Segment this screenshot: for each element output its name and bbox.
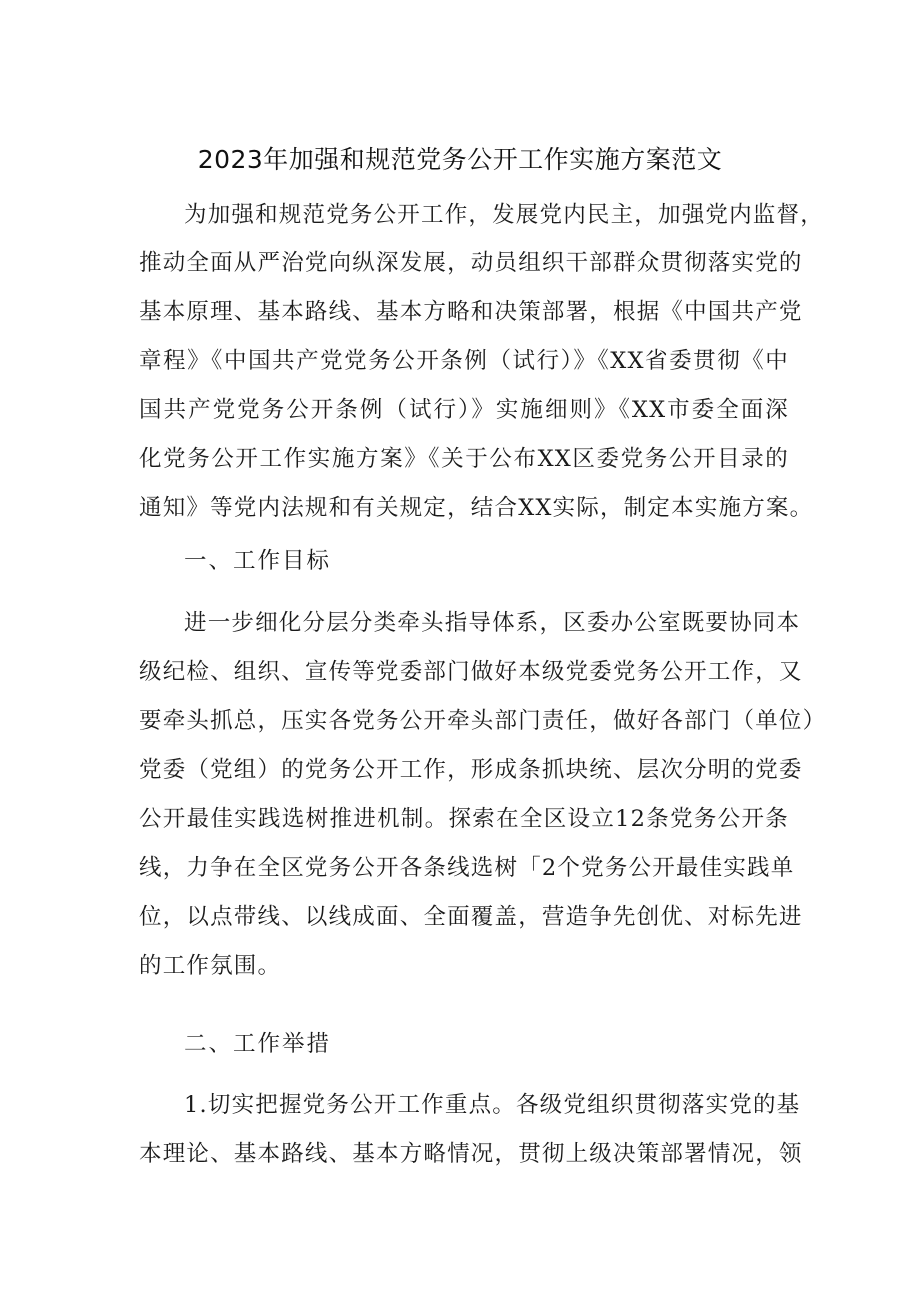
goals-line: 要牵头抓总，压实各党务公开牵头部门责任，做好各部门（单位） [139, 708, 827, 734]
section-heading-measures: 二、工作举措 [184, 1031, 332, 1057]
measures-line: 本理论、基本路线、基本方略情况，贯彻上级决策部署情况，领 [139, 1141, 803, 1167]
goals-line: 进一步细化分层分类牵头指导体系，区委办公室既要协同本 [184, 610, 801, 636]
intro-line: 化党务公开工作实施方案》《关于公布XX区委党务公开目录的 [139, 446, 789, 472]
goals-line: 的工作氛围。 [139, 953, 282, 979]
section-heading-goals: 一、工作目标 [184, 548, 332, 574]
intro-line: 基本原理、基本路线、基本方略和决策部署，根据《中国共产党 [139, 299, 803, 325]
intro-line: 通知》等党内法规和有关规定，结合XX实际，制定本实施方案。 [139, 495, 814, 521]
goals-line: 公开最佳实践选树推进机制。探索在全区设立12条党务公开条 [139, 806, 789, 832]
page-title: 2023年加强和规范党务公开工作实施方案范文 [197, 145, 723, 174]
intro-line: 推动全面从严治党向纵深发展，动员组织干部群众贯彻落实党的 [139, 250, 803, 276]
goals-line: 党委（党组）的党务公开工作，形成条抓块统、层次分明的党委 [139, 757, 803, 783]
goals-line: 线，力争在全区党务公开各条线选树「2个党务公开最佳实践单 [139, 855, 795, 881]
measures-line: 1.切实把握党务公开工作重点。各级党组织贯彻落实党的基 [184, 1092, 801, 1118]
goals-line: 位，以点带线、以线成面、全面覆盖，营造争先创优、对标先进 [139, 904, 803, 930]
intro-line: 章程》《中国共产党党务公开条例（试行）》《XX省委贯彻《中 [139, 348, 789, 374]
intro-line: 国共产党党务公开条例（试行）》实施细则》《XX市委全面深 [139, 397, 789, 423]
intro-line: 为加强和规范党务公开工作，发展党内民主，加强党内监督， [184, 202, 824, 228]
goals-line: 级纪检、组织、宣传等党委部门做好本级党委党务公开工作，又 [139, 659, 803, 685]
